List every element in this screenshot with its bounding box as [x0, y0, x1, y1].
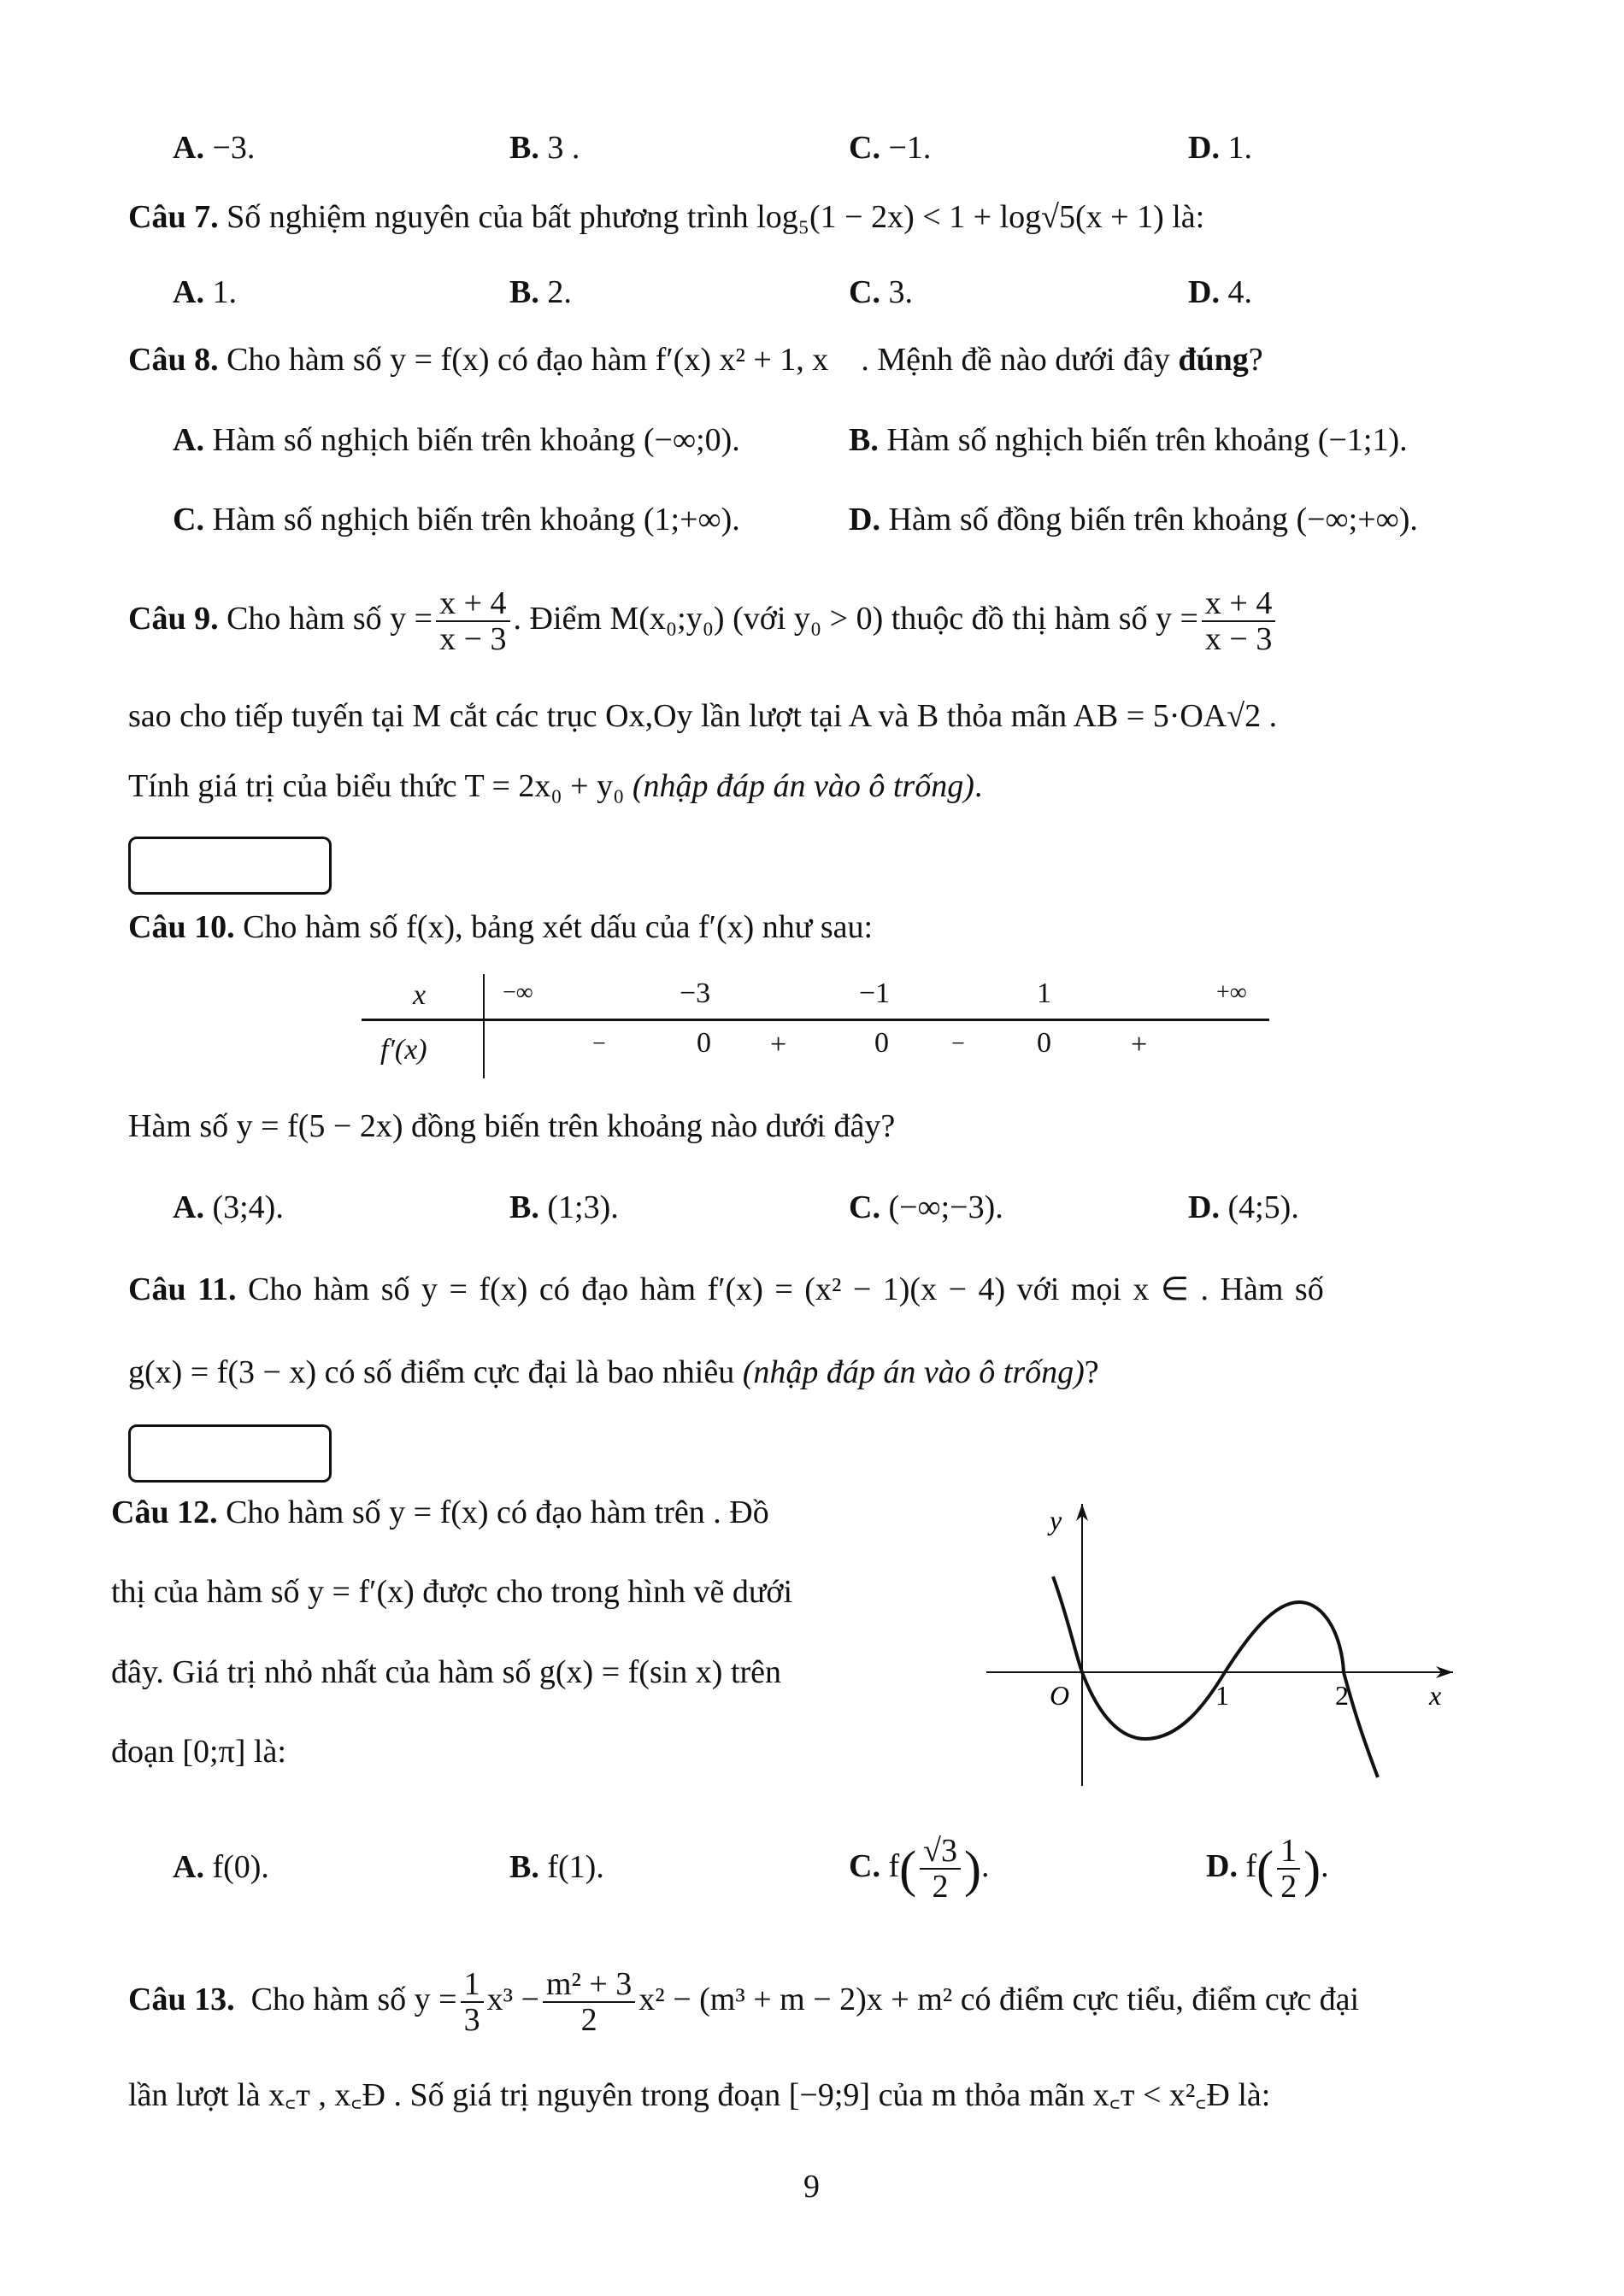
table-x-label: x [413, 979, 427, 1011]
page-number: 9 [803, 2169, 820, 2205]
origin-label: O [1050, 1680, 1070, 1711]
q13-line2: lần lượt là x꜀ᴛ , x꜀Đ . Số giá trị nguyên trong đoạn [−9;9] của m thỏa mãn x꜀ᴛ < x²꜀Đ là: [128, 2077, 1271, 2113]
tick-label: 2 [1335, 1680, 1349, 1711]
q7-stem: Câu 7. Số nghiệm nguyên của bất phương trình log₅(1 − 2x) < 1 + log√5(x + 1) là: [128, 199, 1205, 235]
q12-option-c: C. f( $\frac{√3}{2}$ ). [849, 1833, 990, 1906]
q12-line3: đây. Giá trị nhỏ nhất của hàm số g(x) = f(sin x) trên [111, 1654, 782, 1690]
table-divider [483, 974, 485, 1078]
q10-option-b: B. (1;3). [509, 1189, 619, 1225]
table-sign: − [592, 1031, 606, 1057]
table-x-value: −∞ [503, 979, 533, 1006]
curve-f-prime [1053, 1577, 1378, 1777]
fraction: $\frac{\text{m² + 3}}{2}$ [543, 1967, 635, 2037]
table-x-value: −3 [680, 978, 711, 1009]
q9-line2: sao cho tiếp tuyến tại M cắt các trục Ox,Oy lần lượt tại A và B thỏa mãn AB = 5·OA√2 . [128, 698, 1278, 734]
q6-option-c: C. −1. [849, 130, 932, 166]
derivative-graph [974, 1491, 1470, 1799]
fraction: $\frac{√3}{2}$ [920, 1834, 961, 1904]
q6-option-a: A. −3. [173, 130, 256, 166]
q12-stem: Câu 12. Cho hàm số y = f(x) có đạo hàm trên . Đồ [111, 1494, 769, 1530]
q8-option-b: B. Hàm số nghịch biến trên khoảng (−1;1). [849, 422, 1408, 458]
x-label: x [1429, 1680, 1442, 1711]
q8-stem: Câu 8. Cho hàm số y = f(x) có đạo hàm f′(x) x² + 1, x . Mệnh đề nào dưới đây đúng? [128, 342, 1263, 378]
q11-stem: Câu 11. Cho hàm số y = f(x) có đạo hàm f′(x) = (x² − 1)(x − 4) với mọi x ∈ . Hàm số [128, 1271, 1324, 1307]
table-x-value: 1 [1037, 978, 1051, 1009]
table-divider [362, 1019, 1269, 1021]
q10-question: Hàm số y = f(5 − 2x) đồng biến trên khoảng nào dưới đây? [128, 1108, 896, 1144]
table-x-value: −1 [859, 978, 891, 1009]
fraction: $\frac{1}{2}$ [1277, 1834, 1300, 1904]
table-x-value: +∞ [1216, 979, 1247, 1006]
q11-line2: g(x) = f(3 − x) có số điểm cực đại là bao nhiêu (nhập đáp án vào ô trống)? [128, 1354, 1099, 1390]
fraction: $\frac{x + 4}{x - 3}$ [1202, 586, 1275, 656]
q7-option-d: D. 4. [1188, 274, 1252, 310]
table-sign: + [1131, 1029, 1148, 1060]
q12-line2: thị của hàm số y = f′(x) được cho trong hình vẽ dưới [111, 1574, 793, 1610]
table-sign: 0 [874, 1027, 889, 1059]
q9-stem: Câu 9. Cho hàm số y = $\frac{x + 4}{x - 3}$ . Điểm M(x₀;y₀) (với y₀ > 0) thuộc đồ thị hàm số y = $\frac{x + 4}{x - 3}$ [128, 581, 1279, 656]
q12-option-d: D. f( $\frac{1}{2}$ ). [1206, 1833, 1329, 1906]
q12-option-b: B. f(1). [509, 1849, 604, 1885]
q8-option-c: C. Hàm số nghịch biến trên khoảng (1;+∞). [173, 502, 740, 537]
y-label: y [1050, 1505, 1062, 1536]
q7-option-c: C. 3. [849, 274, 913, 310]
table-sign: − [951, 1031, 965, 1057]
q11-answer-input[interactable] [128, 1424, 332, 1483]
q9-answer-input[interactable] [128, 837, 332, 895]
q10-stem: Câu 10. Cho hàm số f(x), bảng xét dấu của f′(x) như sau: [128, 909, 874, 945]
q6-option-d: D. 1. [1188, 130, 1252, 166]
q10-option-c: C. (−∞;−3). [849, 1189, 1003, 1225]
table-sign: + [770, 1029, 787, 1060]
table-sign: 0 [697, 1027, 711, 1059]
table-fx-label: f′(x) [380, 1034, 427, 1066]
q7-option-b: B. 2. [509, 274, 572, 310]
fraction: $\frac{1}{3}$ [461, 1967, 484, 2037]
q8-option-d: D. Hàm số đồng biến trên khoảng (−∞;+∞). [849, 502, 1418, 537]
sign-table [362, 974, 1269, 1081]
q6-option-b: B. 3 . [509, 130, 580, 166]
tick-label: 1 [1215, 1680, 1229, 1711]
q9-line3: Tính giá trị của biểu thức T = 2x₀ + y₀ (nhập đáp án vào ô trống). [128, 768, 983, 804]
q8-option-a: A. Hàm số nghịch biến trên khoảng (−∞;0). [173, 422, 740, 458]
q10-option-a: A. (3;4). [173, 1189, 284, 1225]
q13-stem: Câu 13. Cho hàm số y = $\frac{1}{3}$ x³ − $\frac{\text{m² + 3}}{2}$ x² − (m³ + m − 2)x + m² có điểm cực tiểu, điểm cực đại [128, 1966, 1360, 2039]
q10-option-d: D. (4;5). [1188, 1189, 1299, 1225]
q12-option-a: A. f(0). [173, 1849, 269, 1885]
q12-line4: đoạn [0;π] là: [111, 1734, 286, 1770]
table-sign: 0 [1037, 1027, 1051, 1059]
q7-option-a: A. 1. [173, 274, 237, 310]
fraction: $\frac{x + 4}{x - 3}$ [436, 586, 509, 656]
